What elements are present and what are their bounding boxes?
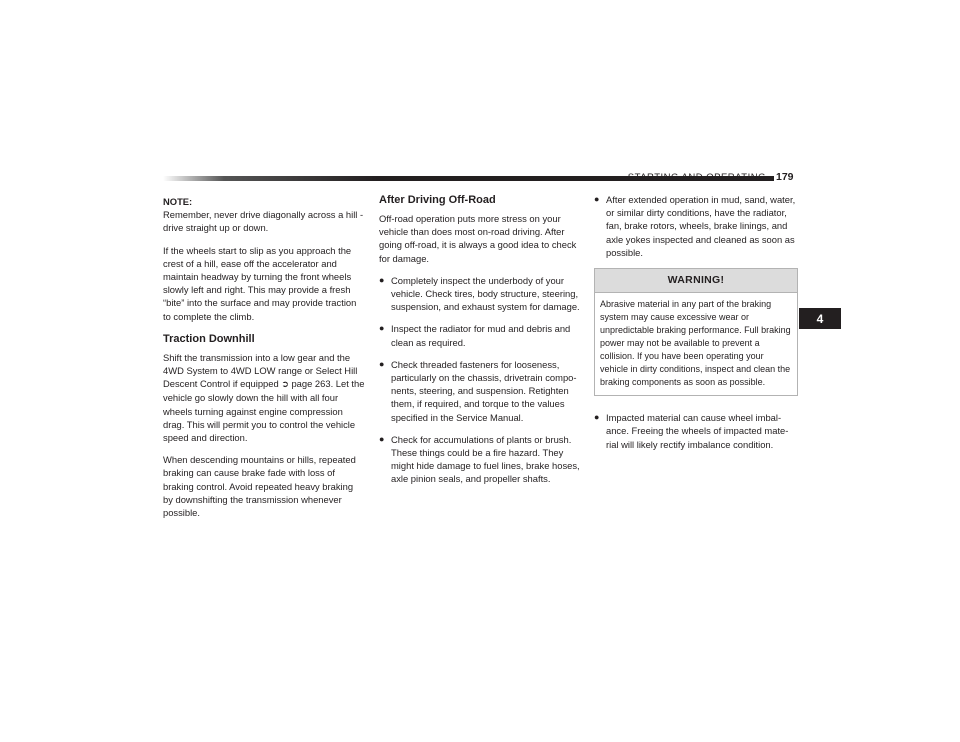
warning-title: WARNING!: [595, 269, 797, 293]
list-item: [379, 274, 583, 314]
page-reference-arrow-icon[interactable]: ➲: [281, 379, 289, 390]
list-item: [594, 193, 798, 259]
page-number: 179: [776, 171, 794, 183]
heading-traction-downhill: Traction Downhill: [163, 332, 255, 345]
paragraph-wheel-slip: If the wheels start to slip as you approach the crest of a hill, ease off the accelerator and maintain headway by turning the front wheels slowly left and right. This may provide a fresh “bite” into the surface and may provide traction to complete the climb.: [163, 244, 357, 322]
bullet-icon: ●: [379, 358, 385, 369]
bullet-icon: ●: [594, 194, 600, 204]
chapter-tab: 4: [799, 308, 841, 329]
paragraph-shift-low-gear: [163, 351, 365, 444]
list-item-text: Check threaded fasteners for looseness, particularly on the chassis, drivetrain compo-nents, steering, and suspension. Retighten them, if required, and torque to the values specified in the Service Manual.: [391, 358, 577, 423]
bullet-icon: ●: [379, 433, 385, 444]
list-item-text: Inspect the radiator for mud and debris and clean as required.: [391, 323, 571, 348]
paragraph-brake-fade: When descending mountains or hills, repeated braking can cause brake fade with loss of braking control. Avoid repeated heavy braking by downshifting the transmission whenever possible.: [163, 454, 356, 519]
bullet-icon: ●: [379, 274, 385, 285]
list-item-text: Completely inspect the underbody of your vehicle. Check tires, body structure, steering, suspension, and exhaust system for damage.: [391, 274, 580, 313]
list-item-text: Check for accumulations of plants or brush. These things could be a fire hazard. They might hide damage to fuel lines, brake hoses, axle pinion seals, and propeller shafts.: [391, 433, 580, 485]
bullet-icon: ●: [594, 412, 600, 423]
paragraph-off-road-intro: Off-road operation puts more stress on your vehicle than does most on-road driving. After going off-road, it is always a good idea to check for damage.: [379, 213, 577, 264]
note: [163, 195, 365, 235]
list-item: [379, 358, 583, 424]
list-item-text: After extended operation in mud, sand, water, or similar dirty conditions, have the radiator, fan, brake rotors, wheels, brake linings, and axle yokes inspected and cleaned as soon as possible.: [606, 194, 796, 258]
heading-after-driving-off-road: After Driving Off-Road: [379, 194, 496, 206]
column-right: [594, 193, 798, 460]
list-item: [379, 322, 583, 348]
note-text: Remember, never drive diagonally across a hill - drive straight up or down.: [163, 209, 364, 234]
running-header-section: STARTING AND OPERATING: [627, 172, 766, 183]
impacted-material-list: [594, 411, 798, 451]
off-road-checklist: [379, 274, 583, 486]
warning-text: Abrasive material in any part of the braking system may cause excessive wear or unpredictable braking performance. Full braking power may not be available to prevent a collision. If you have been operating your vehicle in dirty conditions, inspect and clean the braking components as soon as possible.: [600, 299, 791, 388]
bullet-icon: ●: [379, 323, 385, 334]
column-left: [163, 193, 365, 528]
column-middle: [379, 193, 583, 495]
warning-box: [594, 268, 798, 396]
list-item-text: Impacted material can cause wheel imbal-ance. Freeing the wheels of impacted mate-rial will likely rectify imbalance condition.: [606, 412, 789, 450]
list-item: [379, 433, 583, 486]
paragraph-shift-text-a: Shift the transmission into a low gear and the 4WD System to 4WD LOW range or Select Hill Descent Control if equipped: [163, 351, 358, 390]
note-label: NOTE:: [163, 196, 193, 207]
paragraph-shift-text-b: page 263. Let the vehicle go slowly down the hill with all four wheels turning against engine compression drag. This will permit you to control the vehicle speed and direction.: [163, 378, 365, 444]
list-item: [594, 411, 798, 451]
dirty-conditions-list: [594, 193, 798, 259]
